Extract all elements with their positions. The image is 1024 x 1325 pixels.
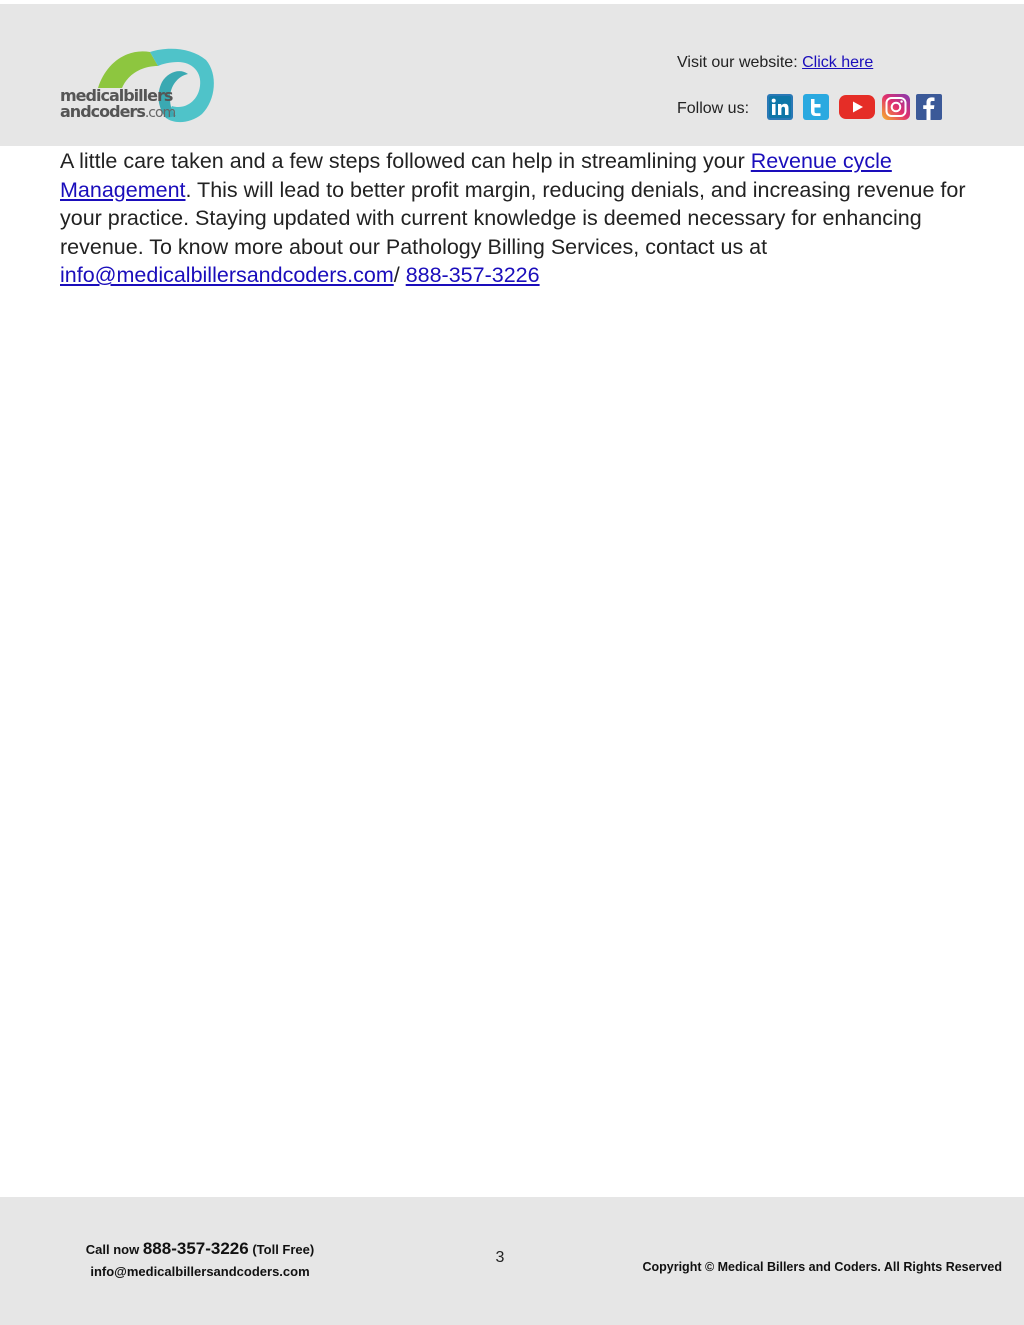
- linkedin-icon[interactable]: [767, 94, 793, 120]
- twitter-icon[interactable]: [803, 94, 829, 120]
- instagram-icon[interactable]: [882, 94, 908, 120]
- email-link[interactable]: info@medicalbillersandcoders.com: [60, 263, 394, 287]
- call-prefix: Call now: [85, 1242, 143, 1257]
- phone-link[interactable]: 888-357-3226: [405, 263, 540, 287]
- visit-website: [677, 54, 873, 72]
- body-paragraph: [60, 147, 970, 290]
- footer-phone: 888-357-3226: [142, 1239, 249, 1258]
- logo-text-line2: andcoders.com: [60, 102, 176, 121]
- copyright-text: Copyright © Medical Billers and Coders. All Rights Reserved: [642, 1260, 1002, 1274]
- page-number: 3: [495, 1249, 505, 1266]
- footer-email: info@medicalbillersandcoders.com: [90, 1264, 310, 1279]
- body-text-part1: A little care taken and a few steps followed can help in streamlining your: [60, 149, 751, 173]
- revenue-cycle-link[interactable]: Revenue cycle Management: [60, 149, 892, 202]
- youtube-icon[interactable]: [839, 94, 875, 120]
- company-logo[interactable]: [58, 44, 218, 126]
- visit-label: Visit our website:: [677, 54, 803, 71]
- page-header: [0, 4, 1024, 146]
- body-text-part2: . This will lead to better profit margin, reducing denials, and increasing revenue for your practice. Staying updated with current knowledge is deemed necessary for enhancing revenue. To know more about our Pathology Billing Services, contact us at: [60, 177, 966, 259]
- call-now: [60, 1239, 340, 1259]
- call-suffix: (Toll Free): [248, 1242, 315, 1257]
- page-footer: [0, 1197, 1024, 1325]
- website-link[interactable]: Click here: [802, 54, 874, 71]
- logo-text-line1: medicalbillers: [60, 86, 173, 105]
- separator-text: /: [393, 263, 406, 287]
- facebook-icon[interactable]: [916, 94, 942, 120]
- follow-us-label: Follow us:: [677, 100, 750, 117]
